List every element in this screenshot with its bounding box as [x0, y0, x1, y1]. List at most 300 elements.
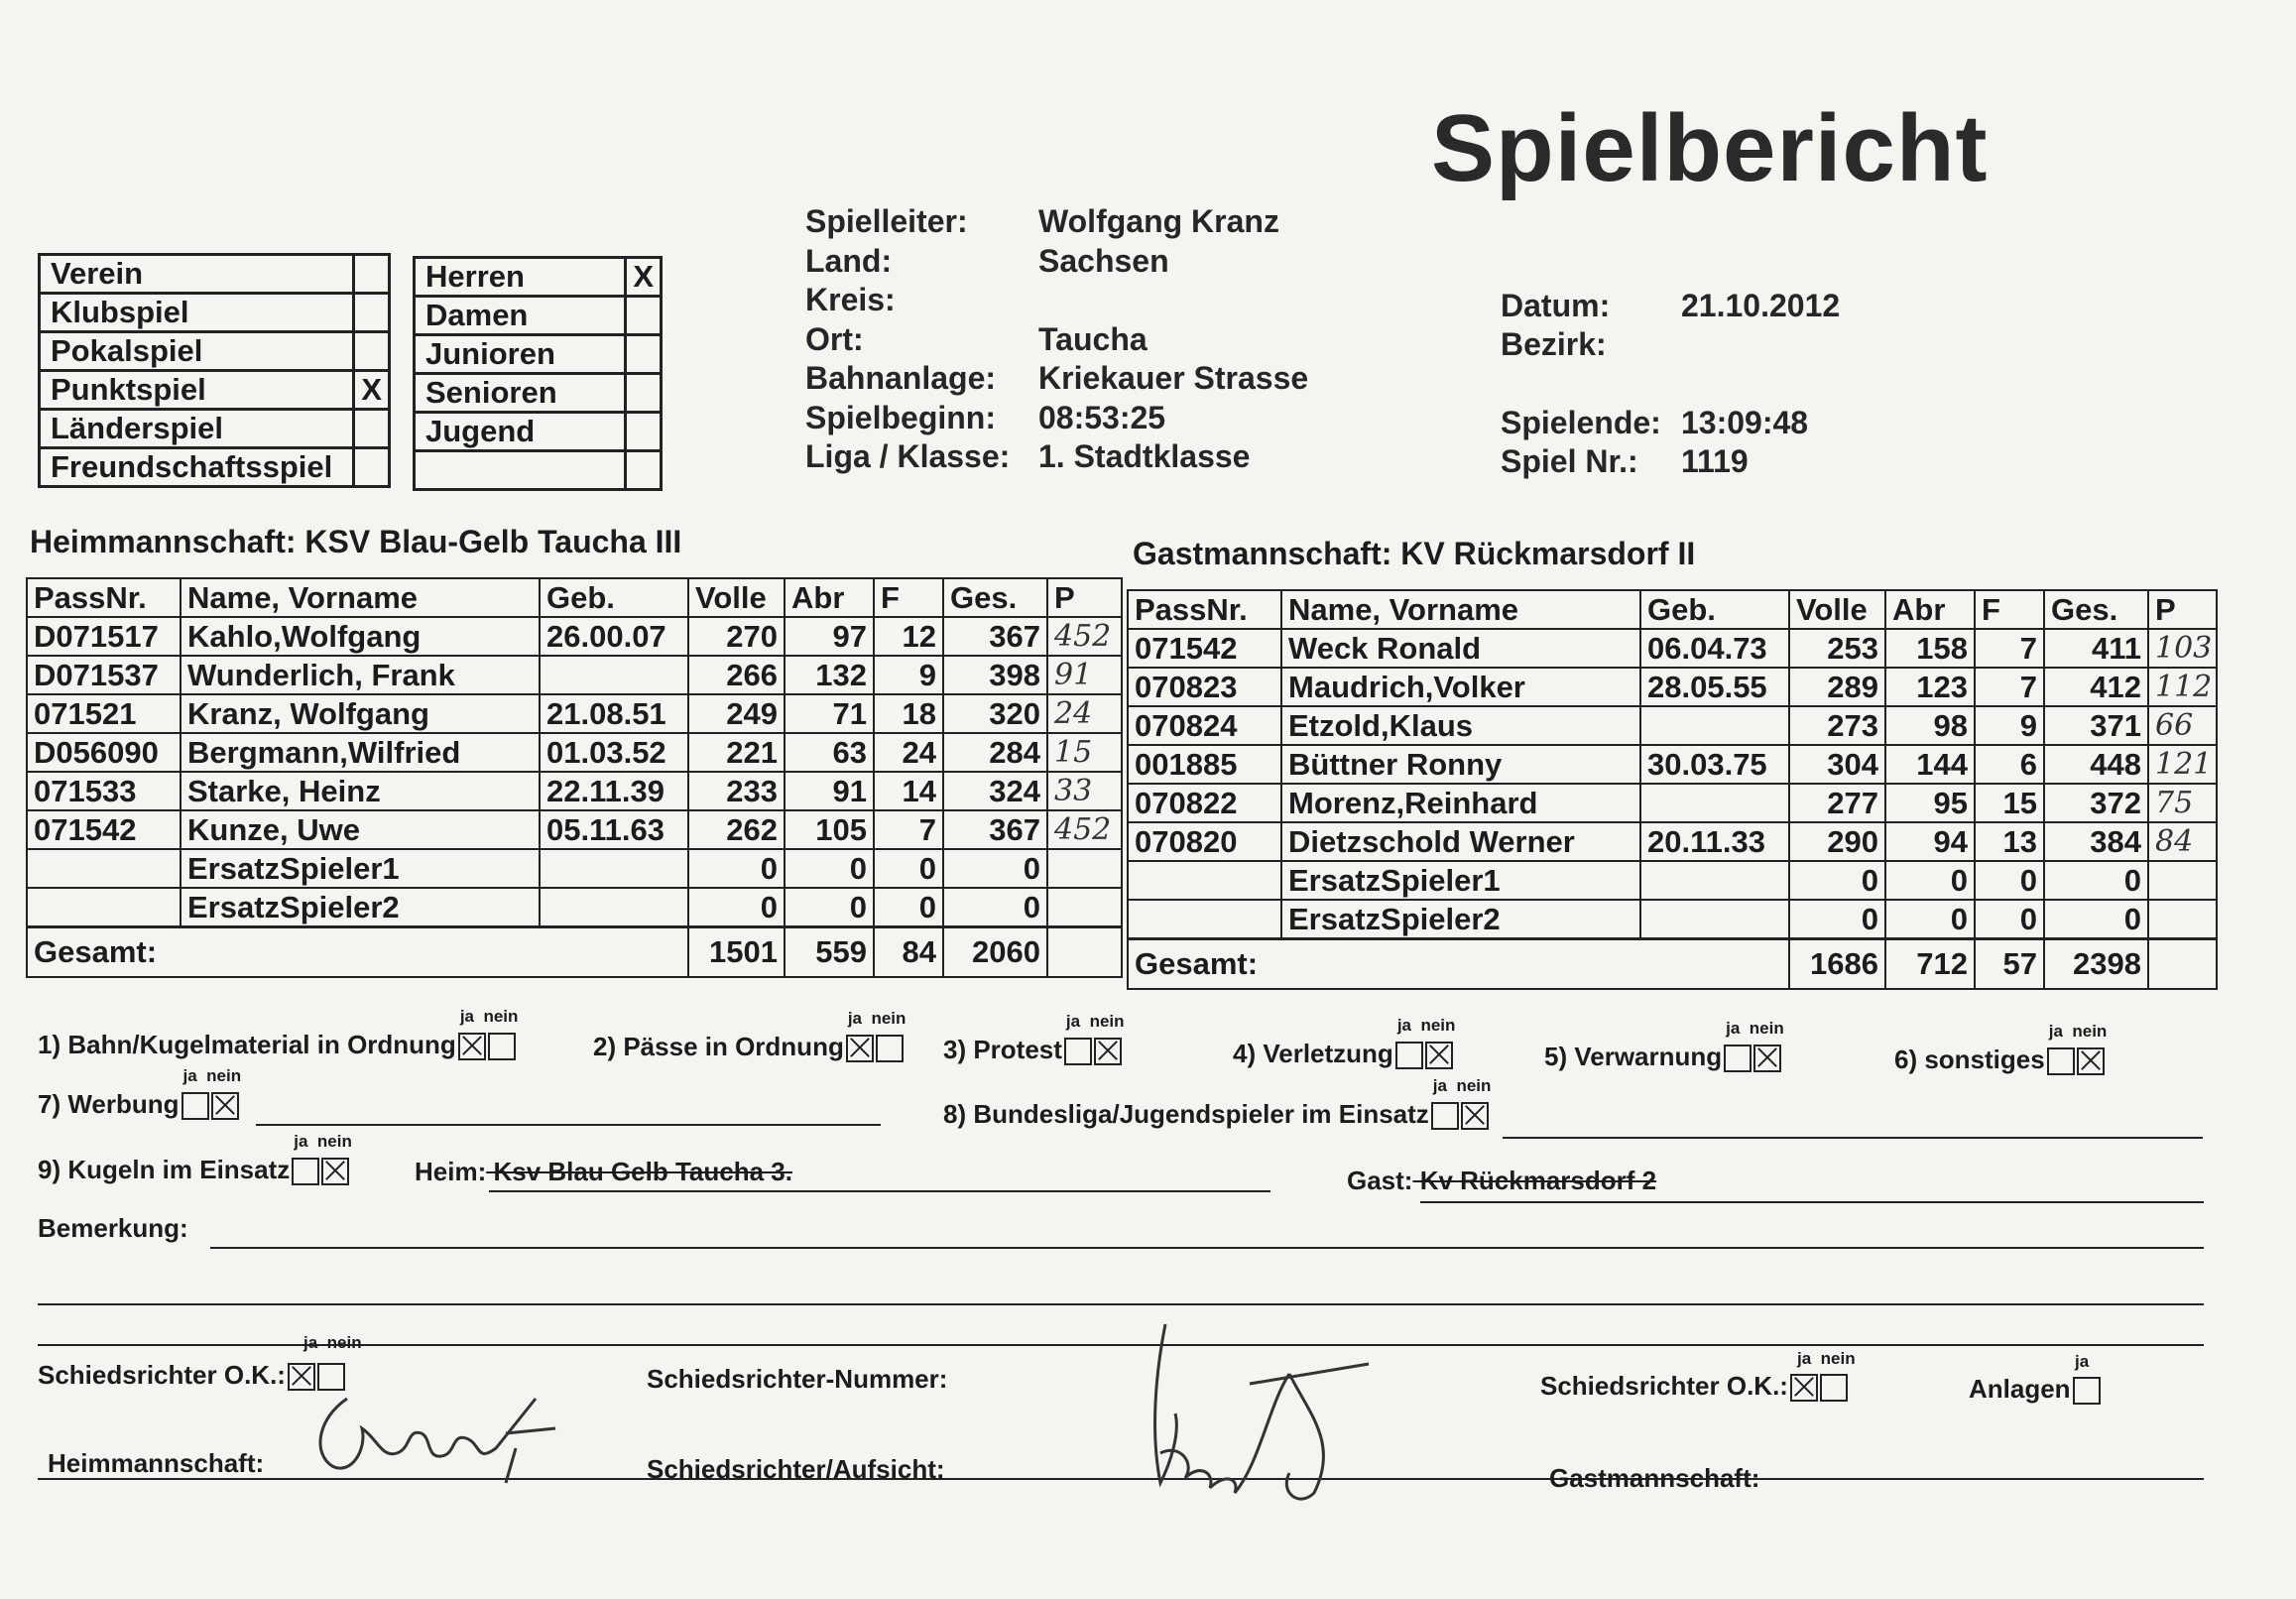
column-header: PassNr. [27, 578, 181, 617]
nein-checkbox[interactable] [2077, 1047, 2105, 1075]
f-cell: 12 [874, 617, 943, 656]
question-q6 [1894, 1045, 2105, 1075]
p-cell: 84 [2148, 822, 2217, 861]
nein-label: nein [2072, 1022, 2108, 1042]
question-label: 3) Protest [943, 1035, 1062, 1064]
ges-cell: 324 [943, 772, 1047, 810]
f-cell: 9 [1975, 706, 2044, 745]
table-row [27, 810, 1122, 849]
f-cell: 7 [1975, 668, 2044, 706]
anlagen-checkbox[interactable] [2073, 1377, 2101, 1405]
spielnr-value: 1119 [1681, 443, 1749, 479]
geb-cell: 21.08.51 [540, 694, 688, 733]
nein-label: nein [326, 1333, 362, 1352]
table-row [1128, 784, 2217, 822]
question-label: 8) Bundesliga/Jugendspieler im Einsatz [943, 1099, 1429, 1129]
table-row [1128, 745, 2217, 784]
ja-nein-labels [848, 1009, 906, 1029]
sr-ok-heim-jn [303, 1333, 362, 1353]
sr-ok-heim-label: Schiedsrichter O.K.: [38, 1360, 286, 1390]
table-row [1128, 668, 2217, 706]
table-header-row [27, 578, 1122, 617]
klasse-row [415, 335, 662, 374]
spielart-checkbox[interactable] [354, 410, 390, 448]
ja-checkbox[interactable] [1724, 1045, 1752, 1072]
heim-kugeln [415, 1157, 792, 1187]
ja-checkbox[interactable] [292, 1158, 319, 1185]
p-cell: 66 [2148, 706, 2217, 745]
leitung-label: Spielleiter: [805, 203, 968, 239]
ges-cell: 284 [943, 733, 1047, 772]
spielende-value: 13:09:48 [1681, 405, 1809, 440]
datum-value: 21.10.2012 [1681, 288, 1841, 323]
question-q2 [593, 1032, 904, 1062]
leitung-label: Liga / Klasse: [805, 438, 1011, 474]
name-cell: Büttner Ronny [1281, 745, 1640, 784]
werbung-line [256, 1124, 881, 1126]
gesamt-label: Gesamt: [1128, 939, 1789, 990]
ja-nein-labels [460, 1007, 519, 1027]
name-cell: ErsatzSpieler2 [1281, 900, 1640, 939]
gastmannschaft-label: Gastmannschaft: [1549, 1463, 1760, 1493]
column-header: F [874, 578, 943, 617]
gast-player-table [1127, 589, 2218, 990]
spielart-row [40, 332, 390, 371]
question-label: 9) Kugeln im Einsatz [38, 1155, 291, 1184]
abr-cell: 0 [785, 849, 874, 888]
ges-cell: 0 [943, 849, 1047, 888]
passnr-cell: D056090 [27, 733, 181, 772]
gast-kugeln-value: Kv Rückmarsdorf 2 [1412, 1166, 1657, 1195]
volle-cell: 221 [688, 733, 785, 772]
abr-cell: 0 [785, 888, 874, 927]
abr-cell: 0 [1885, 861, 1975, 900]
klasse-label: Junioren [415, 335, 626, 374]
klasse-label: Jugend [415, 413, 626, 451]
f-cell: 24 [874, 733, 943, 772]
leitung-value: Sachsen [1038, 242, 1169, 279]
column-header: P [1047, 578, 1122, 617]
gast-kugeln [1347, 1166, 1656, 1196]
page-title: Spielbericht [1431, 95, 1989, 201]
abr-cell: 97 [785, 617, 874, 656]
spielart-label: Klubspiel [40, 294, 354, 332]
heim-kugeln-value: Ksv Blau Gelb Taucha 3. [486, 1157, 792, 1186]
ges-cell: 367 [943, 810, 1047, 849]
column-header: Geb. [1640, 590, 1789, 629]
leitung-label: Spielbeginn: [805, 399, 996, 435]
geb-cell: 05.11.63 [540, 810, 688, 849]
volle-cell: 273 [1789, 706, 1885, 745]
ges-cell: 0 [943, 888, 1047, 927]
name-cell: Weck Ronald [1281, 629, 1640, 668]
column-header: Geb. [540, 578, 688, 617]
nein-checkbox[interactable] [488, 1033, 516, 1060]
p-cell: 103 [2148, 629, 2217, 668]
column-header: PassNr. [1128, 590, 1281, 629]
sr-ok-gast-nein-checkbox[interactable] [1820, 1374, 1848, 1402]
ja-label: ja [1726, 1019, 1741, 1039]
nein-checkbox[interactable] [876, 1035, 904, 1062]
name-cell: Dietzschold Werner [1281, 822, 1640, 861]
table-row [1128, 861, 2217, 900]
table-row [27, 849, 1122, 888]
p-cell [1047, 888, 1122, 927]
column-header: Abr [785, 578, 874, 617]
question-label: 5) Verwarnung [1544, 1042, 1723, 1071]
ja-label: ja [182, 1066, 197, 1086]
column-header: P [2148, 590, 2217, 629]
table-row [27, 733, 1122, 772]
ja-label: ja [1432, 1076, 1447, 1096]
geb-cell: 28.05.55 [1640, 668, 1789, 706]
nein-label: nein [1420, 1016, 1456, 1036]
gast-team-label: Gastmannschaft: [1133, 536, 1392, 571]
nein-checkbox[interactable] [1094, 1038, 1122, 1065]
passnr-cell: 070823 [1128, 668, 1281, 706]
datum-label: Datum: [1501, 288, 1611, 323]
volle-cell: 249 [688, 694, 785, 733]
spielart-row [40, 371, 390, 410]
abr-cell: 0 [1885, 900, 1975, 939]
heim-team-label: Heimmannschaft: [30, 524, 297, 559]
spielnr-label: Spiel Nr.: [1501, 443, 1638, 479]
passnr-cell [27, 849, 181, 888]
volle-cell: 266 [688, 656, 785, 694]
leitung-label: Kreis: [805, 282, 896, 317]
spielart-label: Pokalspiel [40, 332, 354, 371]
leitung-value: Kriekauer Strasse [1038, 360, 1309, 396]
spielart-checkbox[interactable]: X [354, 371, 390, 410]
volle-cell: 0 [1789, 861, 1885, 900]
nein-label: nein [1749, 1019, 1784, 1039]
sr-ok-gast [1540, 1371, 1848, 1402]
question-q8 [943, 1099, 1489, 1130]
ja-checkbox[interactable] [1064, 1038, 1092, 1065]
abr-cell: 123 [1885, 668, 1975, 706]
passnr-cell: 070820 [1128, 822, 1281, 861]
sr-ok-gast-jn [1797, 1349, 1856, 1369]
column-header: Ges. [943, 578, 1047, 617]
anlagen [1969, 1374, 2101, 1405]
volle-cell: 277 [1789, 784, 1885, 822]
p-cell [1047, 849, 1122, 888]
ja-nein-labels [2049, 1022, 2108, 1042]
p-cell [2148, 861, 2217, 900]
passnr-cell: D071537 [27, 656, 181, 694]
table-row [1128, 706, 2217, 745]
gesamt-value: 559 [785, 927, 874, 978]
passnr-cell [27, 888, 181, 927]
klasse-row [415, 451, 662, 490]
volle-cell: 289 [1789, 668, 1885, 706]
abr-cell: 71 [785, 694, 874, 733]
gast-team-heading [1133, 536, 1695, 572]
nein-checkbox[interactable] [211, 1092, 239, 1120]
table-row [1128, 822, 2217, 861]
ja-nein-labels [294, 1132, 352, 1152]
leitung-label: Land: [805, 242, 893, 279]
ja-nein-labels [1397, 1016, 1456, 1036]
table-row [27, 772, 1122, 810]
passnr-cell: 071521 [27, 694, 181, 733]
abr-cell: 94 [1885, 822, 1975, 861]
abr-cell: 98 [1885, 706, 1975, 745]
volle-cell: 270 [688, 617, 785, 656]
volle-cell: 0 [1789, 900, 1885, 939]
ja-label: ja [1797, 1349, 1812, 1368]
gesamt-p-cell [2148, 939, 2217, 990]
klasse-label [415, 451, 626, 490]
ja-nein-labels [1726, 1019, 1784, 1039]
name-cell: Morenz,Reinhard [1281, 784, 1640, 822]
bezirk-label: Bezirk: [1501, 326, 1607, 362]
nein-label: nein [1820, 1349, 1856, 1368]
bemerkung-line-2 [38, 1303, 2204, 1305]
f-cell: 14 [874, 772, 943, 810]
name-cell: ErsatzSpieler2 [181, 888, 540, 927]
name-cell: Wunderlich, Frank [181, 656, 540, 694]
ja-label: ja [459, 1007, 475, 1027]
klasse-checkbox[interactable] [626, 374, 662, 413]
table-row [1128, 900, 2217, 939]
p-cell: 112 [2148, 668, 2217, 706]
question-q3 [943, 1035, 1122, 1065]
question-label: 1) Bahn/Kugelmaterial in Ordnung [38, 1030, 456, 1059]
spielart-checkbox[interactable] [354, 332, 390, 371]
name-cell: Kunze, Uwe [181, 810, 540, 849]
ges-cell: 0 [2044, 861, 2148, 900]
p-cell [2148, 900, 2217, 939]
geb-cell [540, 849, 688, 888]
klasse-checkbox[interactable] [626, 451, 662, 490]
volle-cell: 253 [1789, 629, 1885, 668]
column-header: Abr [1885, 590, 1975, 629]
klasse-checkbox[interactable] [626, 413, 662, 451]
gesamt-label: Gesamt: [27, 927, 688, 978]
ges-cell: 320 [943, 694, 1047, 733]
spielart-checkbox[interactable] [354, 448, 390, 487]
sr-signature [1141, 1314, 1389, 1513]
spielart-checkbox[interactable] [354, 255, 390, 294]
ja-label: ja [1065, 1012, 1081, 1032]
bemerkung-label: Bemerkung: [38, 1213, 188, 1243]
ja-label: ja [847, 1009, 863, 1029]
name-cell: Kahlo,Wolfgang [181, 617, 540, 656]
question-q5 [1544, 1042, 1781, 1072]
name-cell: Starke, Heinz [181, 772, 540, 810]
f-cell: 7 [1975, 629, 2044, 668]
klasse-checkbox[interactable] [626, 335, 662, 374]
ja-checkbox[interactable] [181, 1092, 209, 1120]
gast-team-name: KV Rückmarsdorf II [1400, 536, 1696, 571]
geb-cell: 22.11.39 [540, 772, 688, 810]
column-header: Name, Vorname [181, 578, 540, 617]
spielart-row [40, 448, 390, 487]
gesamt-value: 84 [874, 927, 943, 978]
klasse-checkbox[interactable] [626, 297, 662, 335]
gesamt-row [1128, 939, 2217, 990]
ja-nein-labels [1066, 1012, 1125, 1032]
question-label: 6) sonstiges [1894, 1045, 2045, 1074]
name-cell: ErsatzSpieler1 [1281, 861, 1640, 900]
nein-checkbox[interactable] [1461, 1102, 1489, 1130]
heim-team-heading [30, 524, 681, 560]
name-cell: Bergmann,Wilfried [181, 733, 540, 772]
spielart-row [40, 294, 390, 332]
bemerkung-line-3 [38, 1344, 2204, 1346]
spielart-row [40, 410, 390, 448]
gesamt-value: 2398 [2044, 939, 2148, 990]
question-q4 [1233, 1039, 1453, 1069]
nein-label: nein [1456, 1076, 1492, 1096]
sr-aufsicht-label: Schiedsrichter/Aufsicht: [647, 1454, 945, 1484]
question-label: 2) Pässe in Ordnung [593, 1032, 844, 1061]
passnr-cell: 071533 [27, 772, 181, 810]
spielart-label: Länderspiel [40, 410, 354, 448]
heim-team-name: KSV Blau-Gelb Taucha III [304, 524, 682, 559]
p-cell: 75 [2148, 784, 2217, 822]
klasse-label: Senioren [415, 374, 626, 413]
anlagen-ja: ja [2075, 1352, 2090, 1371]
abr-cell: 144 [1885, 745, 1975, 784]
leitung-value: Taucha [1038, 320, 1148, 357]
f-cell: 0 [1975, 861, 2044, 900]
geb-cell: 01.03.52 [540, 733, 688, 772]
name-cell: ErsatzSpieler1 [181, 849, 540, 888]
klasse-label: Herren [415, 258, 626, 297]
leitung-value: 08:53:25 [1038, 399, 1166, 435]
ges-cell: 371 [2044, 706, 2148, 745]
ja-label: ja [2048, 1022, 2063, 1042]
ja-label: ja [1396, 1016, 1412, 1036]
p-cell: 91 [1047, 656, 1122, 694]
heim-kugeln-line [489, 1190, 1270, 1192]
ges-cell: 412 [2044, 668, 2148, 706]
passnr-cell: 071542 [1128, 629, 1281, 668]
column-header: Name, Vorname [1281, 590, 1640, 629]
heim-kugeln-label: Heim: [415, 1157, 487, 1186]
f-cell: 9 [874, 656, 943, 694]
nein-label: nein [1089, 1012, 1125, 1032]
ges-cell: 367 [943, 617, 1047, 656]
volle-cell: 0 [688, 888, 785, 927]
abr-cell: 63 [785, 733, 874, 772]
gesamt-value: 712 [1885, 939, 1975, 990]
sr-ok-heim [38, 1360, 345, 1391]
klasse-row [415, 297, 662, 335]
klasse-label: Damen [415, 297, 626, 335]
column-header: Ges. [2044, 590, 2148, 629]
name-cell: Kranz, Wolfgang [181, 694, 540, 733]
gesamt-value: 1686 [1789, 939, 1885, 990]
gesamt-value: 57 [1975, 939, 2044, 990]
gast-kugeln-line [1420, 1201, 2204, 1203]
nein-label: nein [871, 1009, 906, 1029]
ges-cell: 0 [2044, 900, 2148, 939]
p-cell: 15 [1047, 733, 1122, 772]
leitung-label: Ort: [805, 320, 864, 357]
ja-checkbox[interactable] [1431, 1102, 1459, 1130]
klasse-row [415, 258, 662, 297]
geb-cell [1640, 706, 1789, 745]
gesamt-value: 1501 [688, 927, 785, 978]
anlagen-label: Anlagen [1969, 1374, 2071, 1404]
spielart-label: Freundschaftsspiel [40, 448, 354, 487]
f-cell: 6 [1975, 745, 2044, 784]
ges-cell: 398 [943, 656, 1047, 694]
gast-kugeln-label: Gast: [1347, 1166, 1413, 1195]
passnr-cell [1128, 900, 1281, 939]
question-q9 [38, 1155, 349, 1185]
geb-cell [1640, 900, 1789, 939]
abr-cell: 105 [785, 810, 874, 849]
ja-checkbox[interactable] [2047, 1047, 2075, 1075]
ges-cell: 372 [2044, 784, 2148, 822]
column-header: F [1975, 590, 2044, 629]
geb-cell: 30.03.75 [1640, 745, 1789, 784]
spielende-label: Spielende: [1501, 405, 1661, 440]
gesamt-value: 2060 [943, 927, 1047, 978]
ges-cell: 411 [2044, 629, 2148, 668]
question-q7 [38, 1089, 239, 1120]
sr-nummer-label: Schiedsrichter-Nummer: [647, 1364, 948, 1394]
gesamt-p-cell [1047, 927, 1122, 978]
geb-cell: 06.04.73 [1640, 629, 1789, 668]
ja-label: ja [294, 1132, 308, 1152]
spielart-checkbox[interactable] [354, 294, 390, 332]
sr-ok-gast-ja-checkbox[interactable] [1790, 1374, 1818, 1402]
klasse-checkbox[interactable]: X [626, 258, 662, 297]
klasse-row [415, 374, 662, 413]
table-row [27, 617, 1122, 656]
spielart-table [38, 253, 391, 488]
ja-checkbox[interactable] [846, 1035, 874, 1062]
p-cell: 452 [1047, 617, 1122, 656]
table-header-row [1128, 590, 2217, 629]
passnr-cell: 070822 [1128, 784, 1281, 822]
question-label: 4) Verletzung [1233, 1039, 1393, 1068]
ja-checkbox[interactable] [458, 1033, 486, 1060]
passnr-cell: 070824 [1128, 706, 1281, 745]
f-cell: 0 [1975, 900, 2044, 939]
spielart-label: Verein [40, 255, 354, 294]
passnr-cell: 001885 [1128, 745, 1281, 784]
heimmannschaft-label: Heimmannschaft: [48, 1448, 265, 1478]
abr-cell: 132 [785, 656, 874, 694]
nein-checkbox[interactable] [1753, 1045, 1781, 1072]
ja-checkbox[interactable] [1395, 1042, 1423, 1069]
nein-checkbox[interactable] [1425, 1042, 1453, 1069]
geb-cell [1640, 861, 1789, 900]
heim-player-table [26, 577, 1123, 978]
table-row [1128, 629, 2217, 668]
name-cell: Maudrich,Volker [1281, 668, 1640, 706]
f-cell: 7 [874, 810, 943, 849]
passnr-cell: 071542 [27, 810, 181, 849]
geb-cell: 26.00.07 [540, 617, 688, 656]
geb-cell: 20.11.33 [1640, 822, 1789, 861]
klasse-row [415, 413, 662, 451]
p-cell: 33 [1047, 772, 1122, 810]
table-row [27, 656, 1122, 694]
column-header: Volle [1789, 590, 1885, 629]
nein-checkbox[interactable] [321, 1158, 349, 1185]
passnr-cell [1128, 861, 1281, 900]
passnr-cell: D071517 [27, 617, 181, 656]
p-cell: 452 [1047, 810, 1122, 849]
leitung-value: 1. Stadtklasse [1038, 438, 1251, 474]
